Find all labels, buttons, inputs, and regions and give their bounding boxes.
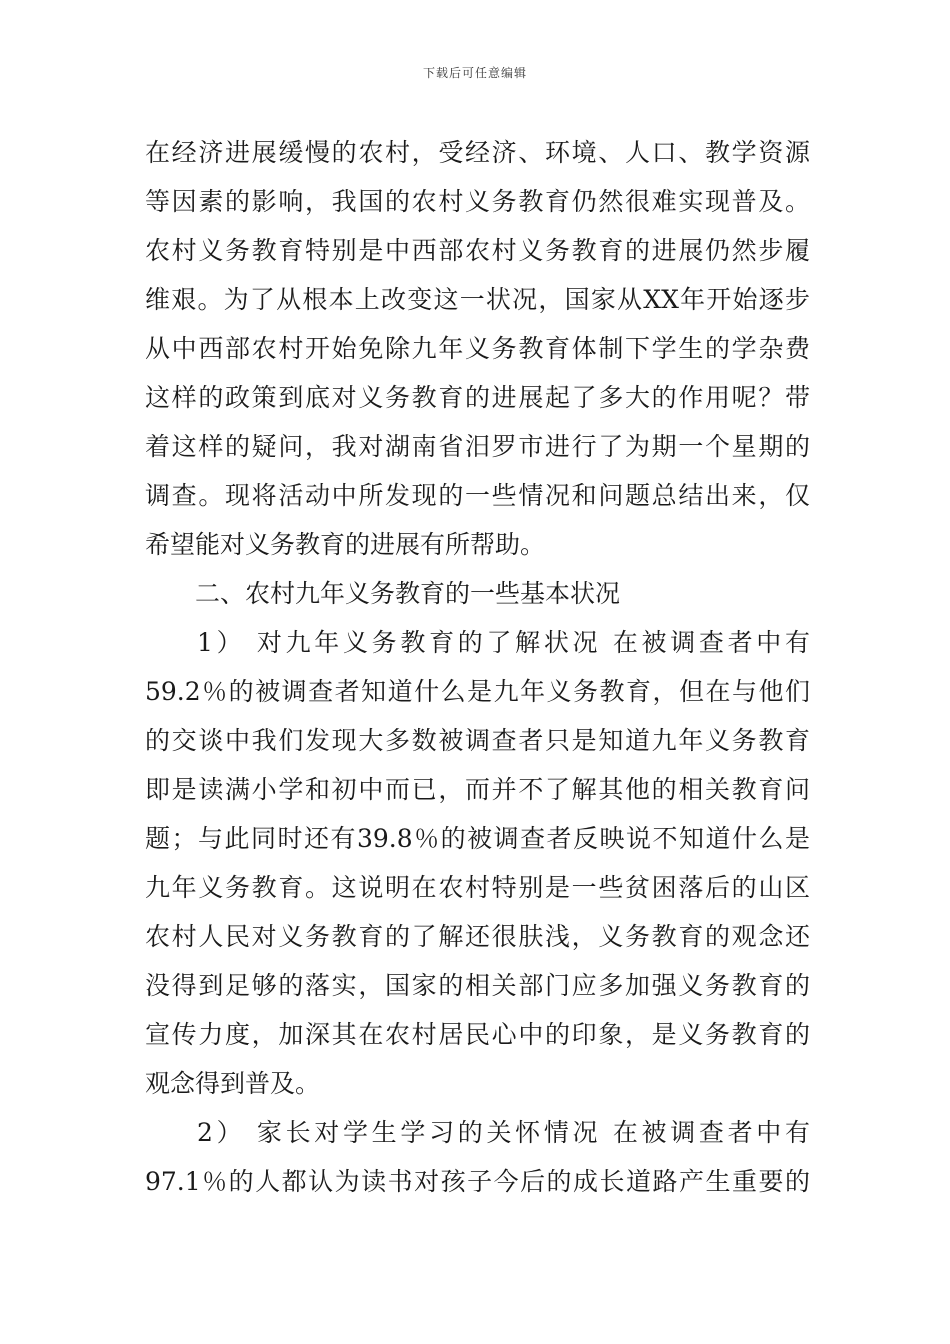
text-line: 观念得到普及。 xyxy=(145,1069,321,1098)
section-heading: 二、农村九年义务教育的一些基本状况 xyxy=(195,579,621,608)
page-header: 下载后可任意编辑 xyxy=(422,66,527,80)
text-line: 希望能对义务教育的进展有所帮助。 xyxy=(145,530,546,559)
text-line: 59.2％的被调查者知道什么是九年义务教育，但在与他们 xyxy=(145,677,810,706)
text-line: 没得到足够的落实，国家的相关部门应多加强义务教育的 xyxy=(145,971,810,1000)
text-line: 在经济进展缓慢的农村，受经济、环境、人口、教学资源 xyxy=(145,138,810,167)
text-line: 即是读满小学和初中而已，而并不了解其他的相关教育问 xyxy=(145,775,810,804)
text-line: 从中西部农村开始免除九年义务教育体制下学生的学杂费 xyxy=(145,334,810,363)
text-line: 1） 对九年义务教育的了解状况 在被调查者中有 xyxy=(197,628,810,657)
text-line: 2） 家长对学生学习的关怀情况 在被调查者中有 xyxy=(197,1118,810,1147)
text-line: 农村义务教育特别是中西部农村义务教育的进展仍然步履 xyxy=(145,236,810,265)
text-line: 调查。现将活动中所发现的一些情况和问题总结出来，仅 xyxy=(145,481,810,510)
document-body xyxy=(145,128,810,1206)
text-line: 九年义务教育。这说明在农村特别是一些贫困落后的山区 xyxy=(145,873,810,902)
text-line: 着这样的疑问，我对湖南省汨罗市进行了为期一个星期的 xyxy=(145,432,810,461)
text-line: 等因素的影响，我国的农村义务教育仍然很难实现普及。 xyxy=(145,187,810,216)
text-line: 题；与此同时还有39.8％的被调查者反映说不知道什么是 xyxy=(145,824,810,853)
text-line: 维艰。为了从根本上改变这一状况，国家从XX年开始逐步 xyxy=(145,285,810,314)
text-line: 这样的政策到底对义务教育的进展起了多大的作用呢？带 xyxy=(145,383,810,412)
text-line: 的交谈中我们发现大多数被调查者只是知道九年义务教育 xyxy=(145,726,810,755)
text-line: 宣传力度，加深其在农村居民心中的印象，是义务教育的 xyxy=(145,1020,810,1049)
text-line: 农村人民对义务教育的了解还很肤浅，义务教育的观念还 xyxy=(145,922,810,951)
text-line: 97.1％的人都认为读书对孩子今后的成长道路产生重要的 xyxy=(145,1167,810,1196)
